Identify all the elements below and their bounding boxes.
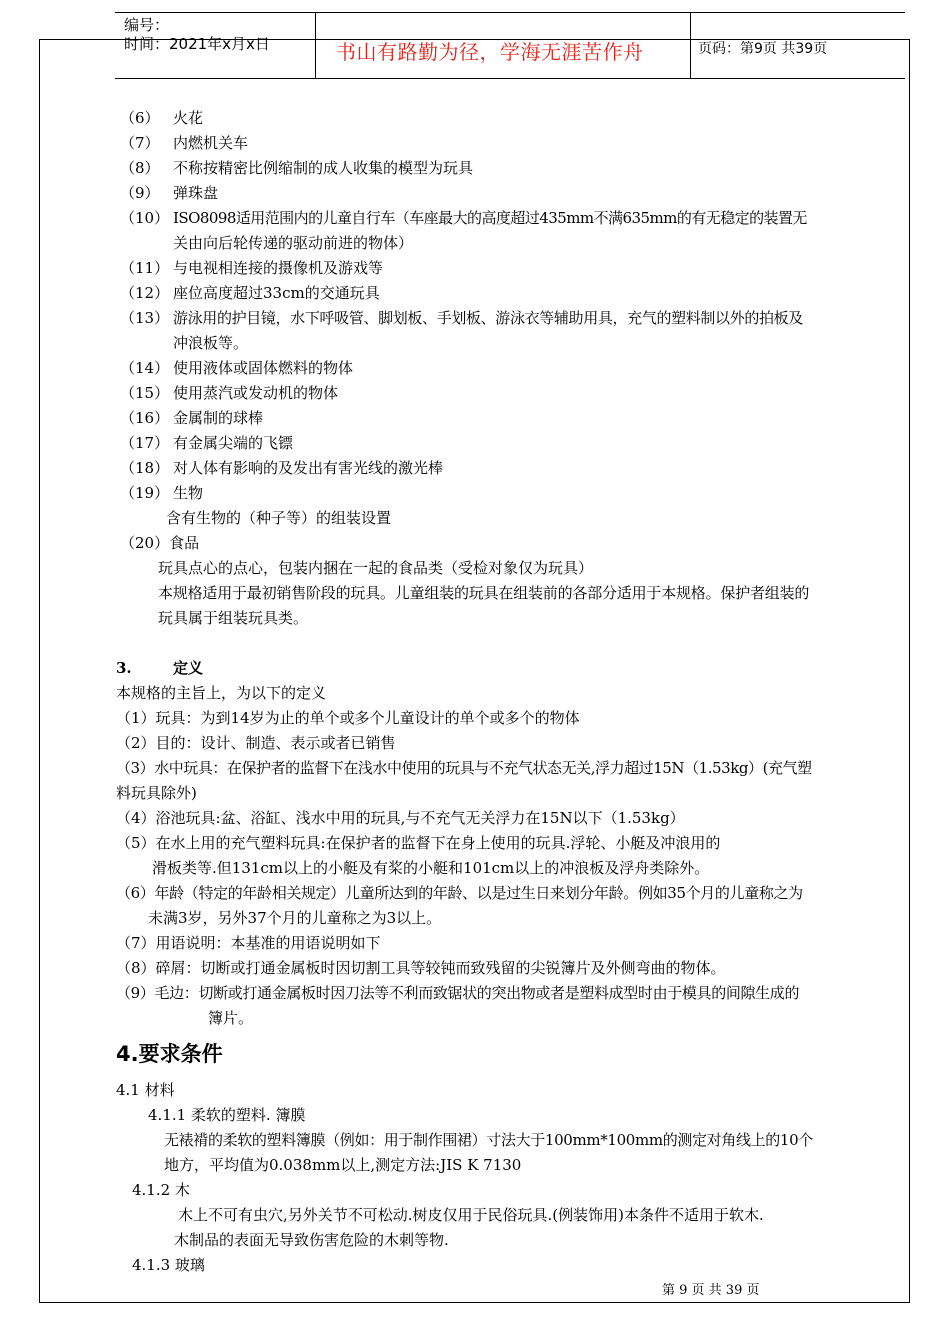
list-item: 不称按精密比例缩制的成人收集的模型为玩具 (173, 159, 474, 177)
list-item: 使用蒸汽或发动机的物体 (173, 384, 339, 402)
list-item-continuation: 冲浪板等。 (173, 334, 249, 352)
list-item: 生物 (173, 484, 204, 502)
item-number: （9） (120, 184, 160, 202)
item-number: （11） (120, 259, 170, 277)
subsection-4-1: 4.1 材料 (116, 1081, 175, 1099)
item-number: （12） (120, 284, 170, 302)
definition-item: （2）目的：设计、制造、表示或者已销售 (116, 734, 396, 752)
definition-item: （9）毛边：切断或打通金属板时因刀法等不利而致锯状的突出物或者是塑料成型时由于模具的间隙生成的 (116, 984, 800, 1002)
list-item: 使用液体或固体燃料的物体 (173, 359, 354, 377)
item-number: （14） (120, 359, 170, 377)
item-number: （19） (120, 484, 170, 502)
list-item: 游泳用的护目镜，水下呼吸管、脚划板、手划板、游泳衣等辅助用具，充气的塑料制以外的拍板及 (173, 309, 803, 327)
subsection-4-1-1: 4.1.1 柔软的塑料. 簿膜 (148, 1106, 306, 1124)
item-number: （16） (120, 409, 170, 427)
list-item-continuation: 关由向后轮传递的驱动前进的物体） (173, 234, 414, 252)
scope-paragraph: 本规格适用于最初销售阶段的玩具。儿童组装的玩具在组装前的各部分适用于本规格。保护者组装的 (158, 584, 810, 602)
paragraph: 木上不可有虫穴,另外关节不可松动.树皮仅用于民俗玩具.(例装饰用)本条件不适用于软木. (178, 1206, 764, 1224)
definition-item: （1）玩具：为到14岁为止的单个或多个儿童设计的单个或多个的物体 (116, 709, 580, 727)
paragraph: 地方，平均值为0.038mm以上,测定方法:JIS K 7130 (164, 1156, 522, 1174)
item-number: （18） (120, 459, 170, 477)
definition-item: （4）浴池玩具:盆、浴缸、浅水中用的玩具,与不充气无关浮力在15N以下（1.53kg） (116, 809, 685, 827)
definition-item: （3）水中玩具：在保护者的监督下在浅水中使用的玩具与不充气状态无关,浮力超过15N（1.53kg）(充气塑 (116, 759, 812, 777)
section-3-title: 定义 (173, 659, 204, 677)
item-19-detail: 含有生物的（种子等）的组装设置 (166, 509, 392, 527)
list-item: 内燃机关车 (173, 134, 249, 152)
time-label: 时间：2021年x月x日 (124, 35, 270, 53)
item-number: （6） (120, 109, 160, 127)
list-item: 金属制的球棒 (173, 409, 264, 427)
definitions-intro: 本规格的主旨上，为以下的定义 (116, 684, 327, 702)
item-number: （10） (120, 209, 170, 227)
footer-page-number: 第 9 页 共 39 页 (662, 1283, 760, 1298)
definition-item: （8）碎屑：切断或打通金属板时因切割工具等较钝而致残留的尖锐簿片及外侧弯曲的物体。 (116, 959, 726, 977)
item-number: （13） (120, 309, 170, 327)
list-item: 火花 (173, 109, 204, 127)
section-4-title: 4.要求条件 (116, 1042, 223, 1066)
item-number: （8） (120, 159, 160, 177)
list-item: 有金属尖端的飞镖 (173, 434, 294, 452)
page-indicator: 页码：第9页 共39页 (698, 41, 828, 57)
list-item: 对人体有影响的及发出有害光线的激光棒 (173, 459, 444, 477)
paragraph: 无裱褙的柔软的塑料簿膜（例如：用于制作围裙）寸法大于100mm*100mm的测定对角线上的10个 (164, 1131, 813, 1149)
definition-item: （6）年龄（特定的年龄相关规定）儿童所达到的年龄、以是过生日来划分年龄。例如35个月的儿童称之为 (116, 884, 803, 902)
definition-item: 滑板类等.但131cm以上的小艇及有桨的小艇和101cm以上的冲浪板及浮舟类除外。 (152, 859, 710, 877)
item-number: （7） (120, 134, 160, 152)
header-slogan: 书山有路勤为径，学海无涯苦作舟 (336, 40, 644, 64)
definition-item: 料玩具除外) (116, 784, 197, 802)
item-number: （17） (120, 434, 170, 452)
subsection-4-1-2: 4.1.2 木 (132, 1181, 190, 1199)
list-item: 弹珠盘 (173, 184, 219, 202)
list-item: ISO8098适用范围内的儿童自行车（车座最大的高度超过435mm不满635mm的有无稳定的装置无 (173, 209, 807, 227)
definition-item: 未满3岁，另外37个月的儿童称之为3以上。 (148, 909, 442, 927)
list-item: 座位高度超过33cm的交通玩具 (173, 284, 380, 302)
paragraph: 木制品的表面无导致伤害危险的木刺等物. (174, 1231, 449, 1249)
item-20-detail: 玩具点心的点心，包装内捆在一起的食品类（受检对象仅为玩具） (158, 559, 594, 577)
item-number: （15） (120, 384, 170, 402)
scope-paragraph-continuation: 玩具属于组装玩具类。 (158, 609, 309, 627)
definition-item: （5）在水上用的充气塑料玩具:在保护者的监督下在身上使用的玩具.浮轮、小艇及冲浪用的 (116, 834, 721, 852)
subsection-4-1-3: 4.1.3 玻璃 (132, 1256, 205, 1274)
section-3-number: 3. (116, 659, 132, 677)
item-20: （20）食品 (120, 534, 200, 552)
definition-item: 簿片。 (208, 1009, 254, 1027)
definition-item: （7）用语说明：本基准的用语说明如下 (116, 934, 381, 952)
list-item: 与电视相连接的摄像机及游戏等 (173, 259, 384, 277)
serial-label: 编号： (124, 16, 170, 34)
